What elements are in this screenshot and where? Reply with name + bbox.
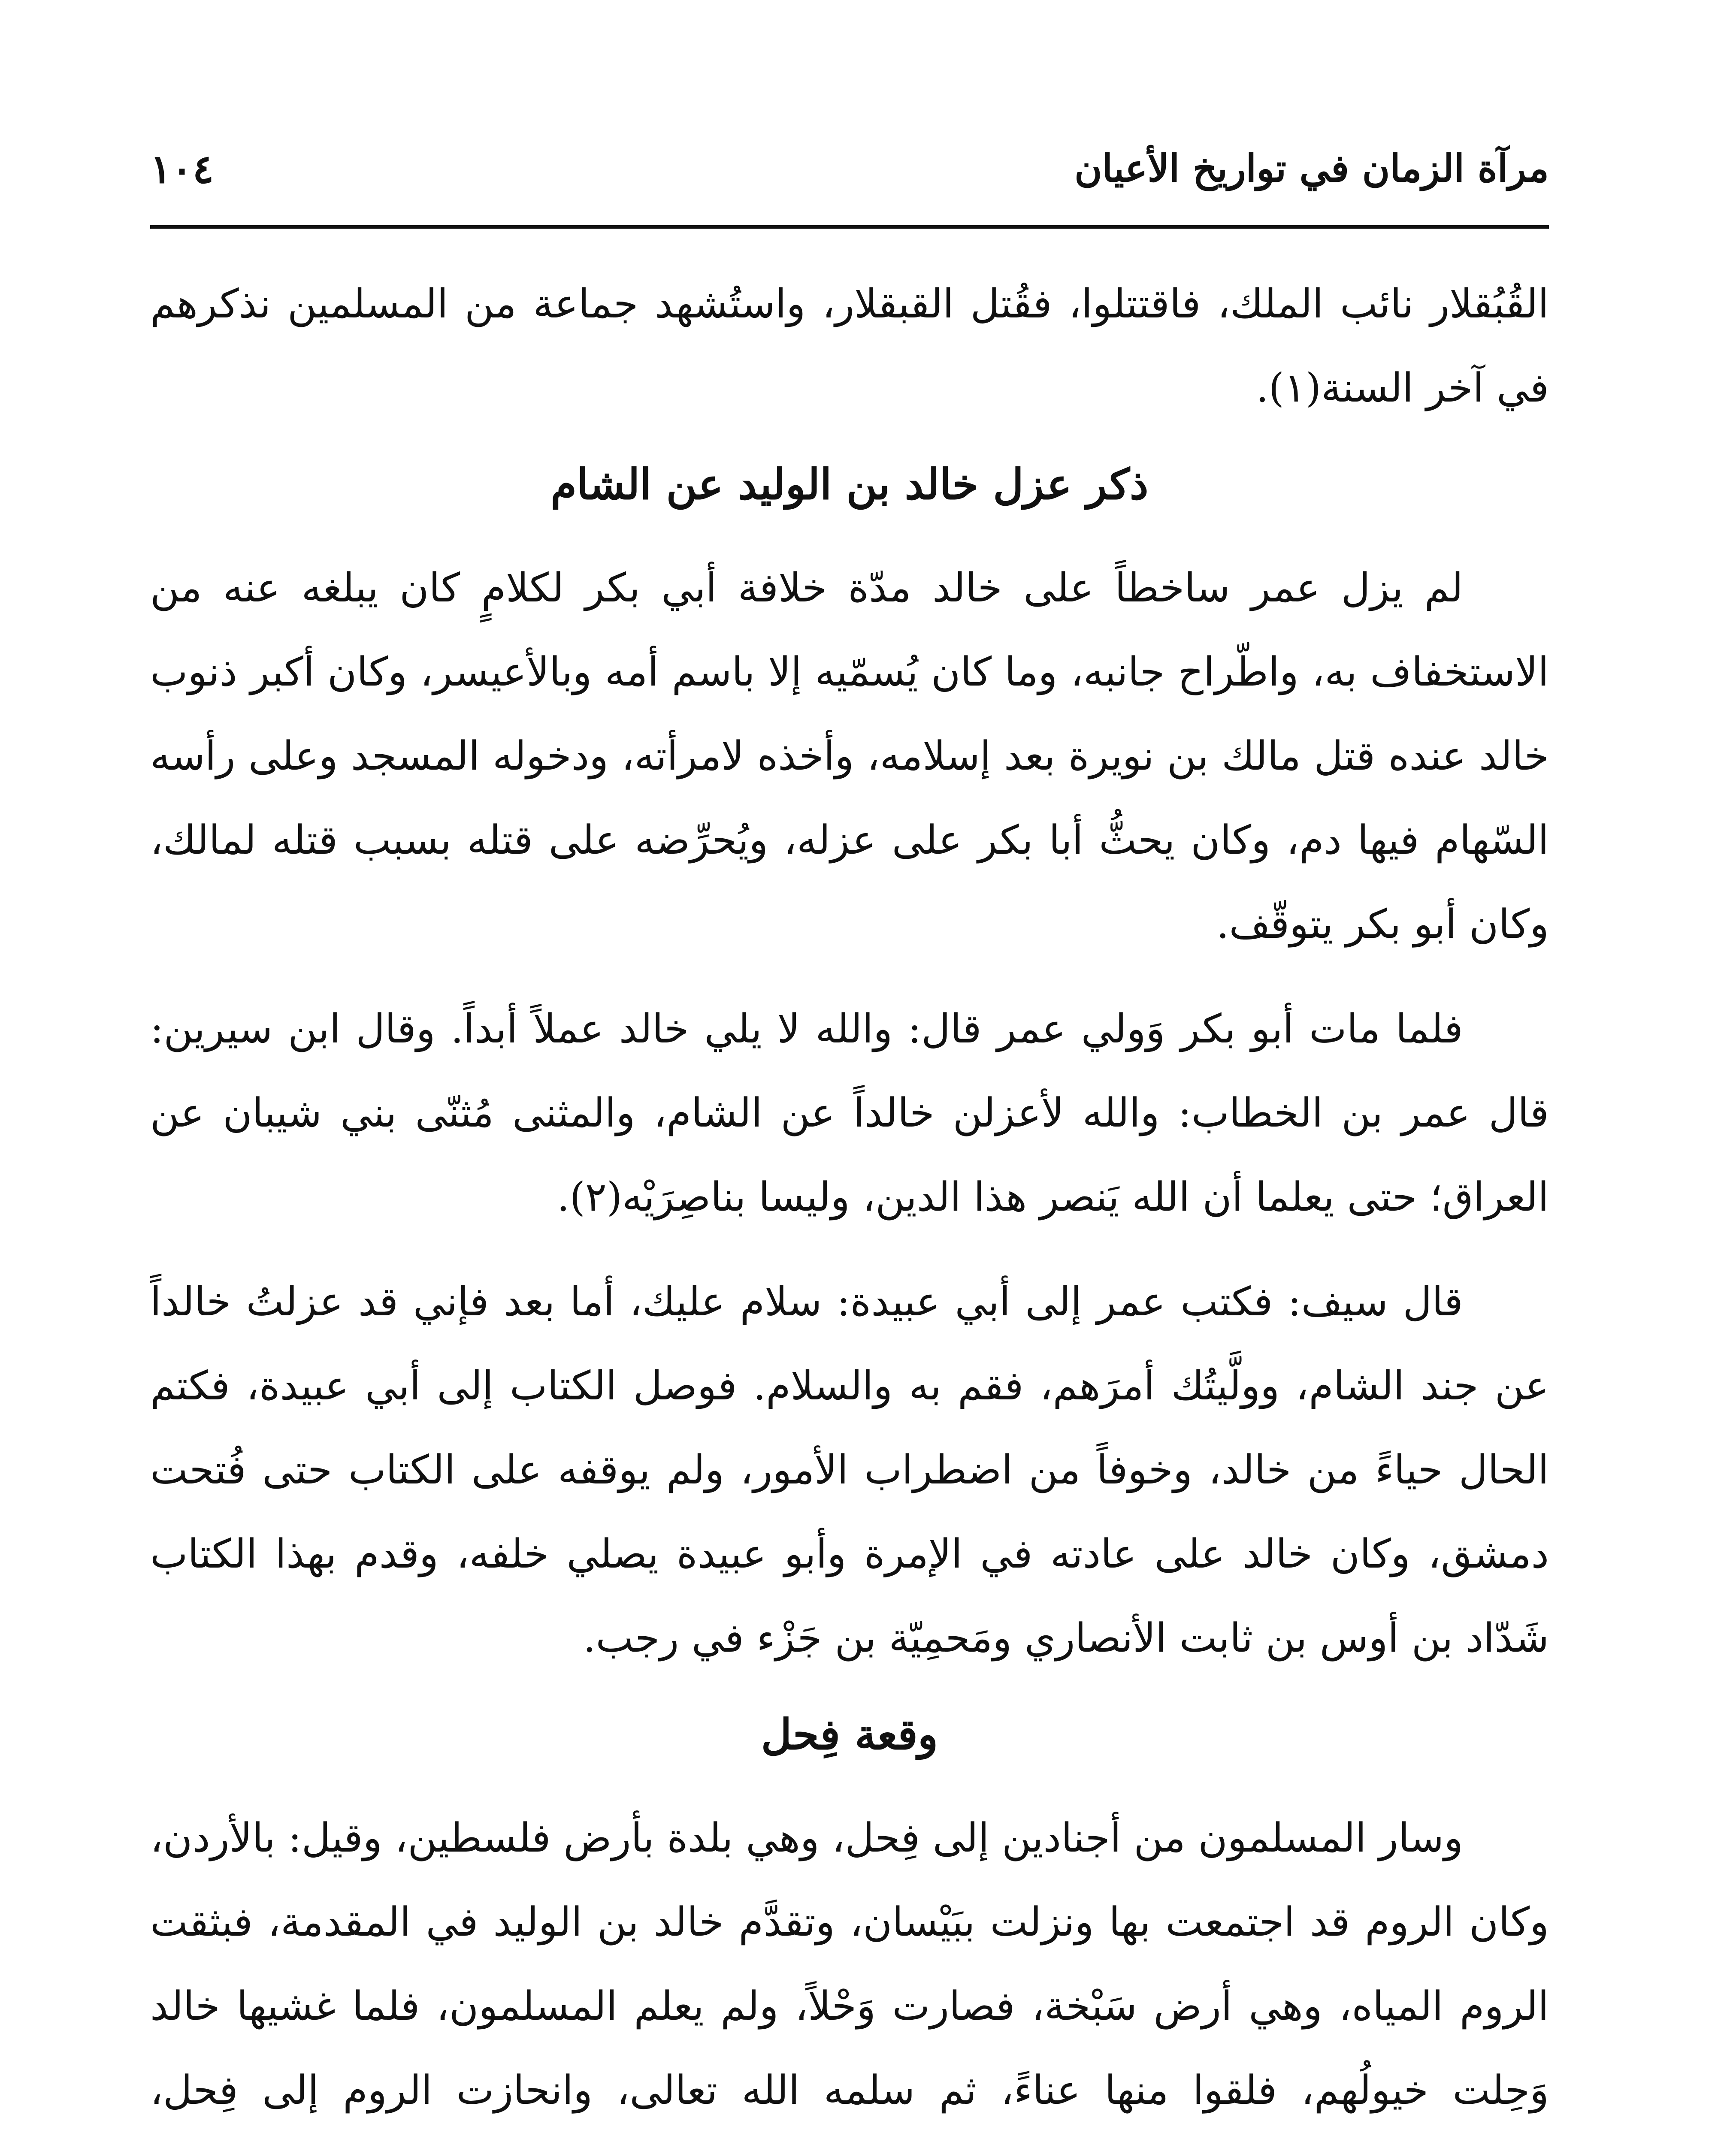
section-heading-fahl: وقعة فِحل xyxy=(761,1710,938,1759)
header-divider xyxy=(150,225,1549,229)
paragraph: فلما مات أبو بكر وَولي عمر قال: والله لا يلي خالد عملاً أبداً. وقال ابن سيرين: قال عمر بن الخطاب: والله لأعزلن خالداً عن الشام، والمثنى مُثنّى بني شيبان عن العراق؛ حتى يعلما أن الله يَنصر هذا الدين، وليسا بناصِرَيْه(٢). xyxy=(150,1006,1549,1220)
paragraph: قال سيف: فكتب عمر إلى أبي عبيدة: سلام عليك، أما بعد فإني قد عزلتُ خالداً عن جند الشام، وولَّيتُك أمرَهم، فقم به والسلام. فوصل الكتاب إلى أبي عبيدة، فكتم الحال حياءً من خالد، وخوفاً من اضطراب الأمور، ولم يوقفه على الكتاب حتى فُتحت دمشق، وكان خالد على عادته في الإمرة وأبو عبيدة يصلي خلفه، وقدم بهذا الكتاب شَدّاد بن أوس بن ثابت الأنصاري ومَحمِيّة بن جَزْء في رجب. xyxy=(150,1278,1549,1661)
paragraph: وسار المسلمون من أجنادين إلى فِحل، وهي بلدة بأرض فلسطين، وقيل: بالأردن، وكان الروم قد اجتمعت بها ونزلت ببَيْسان، وتقدَّم خالد بن الوليد في المقدمة، فبثقت الروم المياه، وهي أرض سَبْخة، فصارت وَحْلاً، ولم يعلم المسلمون، فلما غشيها خالد وَحِلت خيولُهم، فلقوا منها عناءً، ثم سلمه الله تعالى، وانحازت الروم إلى فِحل، xyxy=(150,1815,1549,2113)
paragraph-continuation: القُبُقلار نائب الملك، فاقتتلوا، فقُتل القبقلار، واستُشهد جماعة من المسلمين نذكرهم في آخر السنة(١). xyxy=(150,281,1549,411)
main-text xyxy=(150,262,1549,2145)
page-header xyxy=(150,142,1549,206)
page-number: ١٠٤ xyxy=(150,146,214,192)
section-heading-dismissal: ذكر عزل خالد بن الوليد عن الشام xyxy=(550,460,1149,509)
running-title: مرآة الزمان في تواريخ الأعيان xyxy=(1074,146,1549,190)
paragraph: لم يزل عمر ساخطاً على خالد مدّة خلافة أبي بكر لكلامٍ كان يبلغه عنه من الاستخفاف به، واطّراح جانبه، وما كان يُسمّيه إلا باسم أمه وبالأعيسر، وكان أكبر ذنوب خالد عنده قتل مالك بن نويرة بعد إسلامه، وأخذه لامرأته، ودخوله المسجد وعلى رأسه السّهام فيها دم، وكان يحثُّ أبا بكر على عزله، ويُحرِّضه على قتله بسبب قتله لمالك، وكان أبو بكر يتوقّف. xyxy=(150,565,1549,947)
